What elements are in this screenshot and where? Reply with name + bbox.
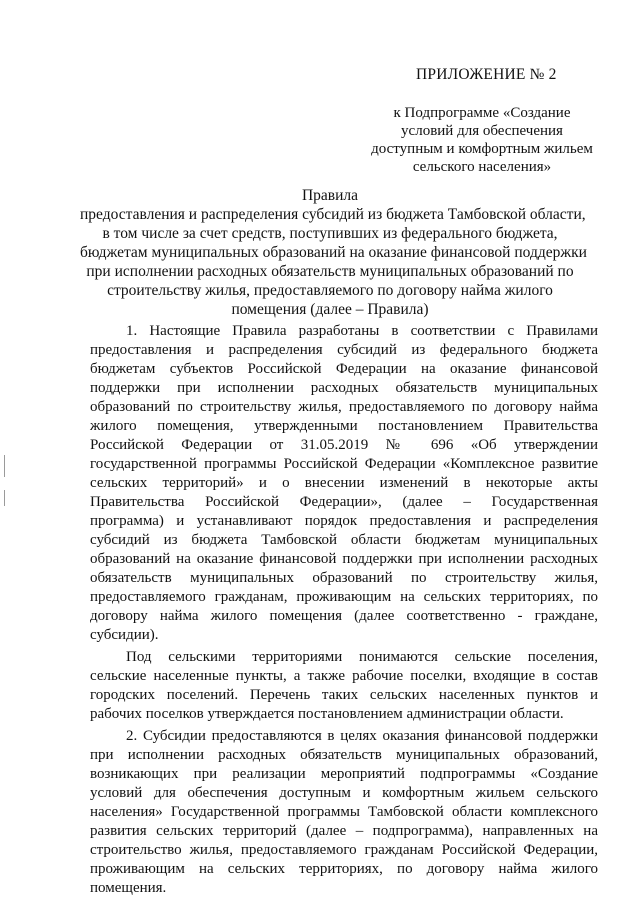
paragraph-line: городских поселений. Перечень таких сельских населенных пунктов и xyxy=(90,687,598,703)
paragraph-line: строительство жилья, предоставляемого гражданам Российской Федерации, xyxy=(90,842,598,858)
title-line: в том числе за счет средств, поступивших из федерального бюджета, xyxy=(102,225,558,242)
margin-scan-mark xyxy=(4,490,5,506)
paragraph-line: предоставляемого гражданам, проживающим на сельских территориях, по xyxy=(90,589,598,605)
appendix-subtitle xyxy=(362,104,602,176)
paragraph-line: Под сельскими территориями понимаются сельские поселения, xyxy=(126,649,598,665)
paragraph-line: сельских территорий» и о внесении изменений в некоторые акты xyxy=(90,475,598,491)
paragraph-line: при исполнении расходных обязательств муниципальных образований, xyxy=(90,747,598,763)
paragraph-line: проживающим на сельских территориях, по договору найма жилого xyxy=(90,861,598,877)
paragraph-line: предоставления и распределения субсидий из федерального бюджета xyxy=(90,342,598,358)
paragraph-line: Правительства Российской Федерации», (далее – Государственная xyxy=(90,494,598,510)
title-line: строительству жилья, предоставляемого по договору найма жилого xyxy=(107,282,553,299)
paragraph-line: субсидии). xyxy=(90,627,159,643)
paragraph xyxy=(90,322,598,645)
document-body xyxy=(90,322,598,898)
subtitle-line: к Подпрограмме «Создание xyxy=(393,105,571,121)
paragraph-line: поддержки при исполнении расходных обязательств муниципальных xyxy=(90,380,598,396)
paragraph-line: жилого помещения, утвержденными постановлением Правительства xyxy=(90,418,598,434)
paragraph-line: бюджетам субъектов Российской Федерации на оказание финансовой xyxy=(90,361,598,377)
paragraph-line: образований на оказание финансовой поддержки при исполнении расходных xyxy=(90,551,598,567)
subtitle-line: доступным и комфортным жильем xyxy=(371,141,593,157)
paragraph-line: обязательств муниципальных образований по строительству жилья, xyxy=(90,570,598,586)
paragraph-line: 2. Субсидии предоставляются в целях оказания финансовой поддержки xyxy=(126,728,598,744)
rules-title xyxy=(80,186,587,319)
appendix-label: ПРИЛОЖЕНИЕ № 2 xyxy=(416,66,557,83)
paragraph-line: Российской Федерации от 31.05.2019 № 696 «Об утверждении xyxy=(90,437,598,453)
paragraph-container xyxy=(90,322,598,898)
title-line: при исполнении расходных обязательств муниципальных образований по xyxy=(86,263,574,280)
paragraph-line: рабочих поселков утверждается постановлением администрации области. xyxy=(90,706,564,722)
paragraph-line: программа) и устанавливают порядок предоставления и распределения xyxy=(90,513,598,529)
paragraph xyxy=(90,727,598,898)
paragraph-line: возникающих при реализации мероприятий подпрограммы «Создание xyxy=(90,766,598,782)
title-line: помещения (далее – Правила) xyxy=(231,301,429,318)
paragraph-line: помещения. xyxy=(90,880,167,896)
paragraph xyxy=(90,648,598,724)
paragraph-line: договору найма жилого помещения (далее соответственно - граждане, xyxy=(90,608,598,624)
subtitle-line: условий для обеспечения xyxy=(401,123,563,139)
paragraph-line: развития сельских территорий (далее – подпрограмма), направленных на xyxy=(90,823,598,839)
title-line: предоставления и распределения субсидий из бюджета Тамбовской области, xyxy=(80,206,586,223)
paragraph-line: образований по строительству жилья, предоставляемого по договору найма xyxy=(90,399,598,415)
subtitle-line: сельского населения» xyxy=(412,159,552,175)
title-line: Правила xyxy=(301,187,359,204)
paragraph-line: 1. Настоящие Правила разработаны в соответствии с Правилами xyxy=(126,323,598,339)
paragraph-line: населения» Государственной программы Тамбовской области комплексного xyxy=(90,804,598,820)
paragraph-line: сельские населенные пункты, а также рабочие поселки, входящие в состав xyxy=(90,668,598,684)
margin-scan-mark xyxy=(4,455,5,477)
paragraph-line: условий для обеспечения доступным и комфортным жильем сельского xyxy=(90,785,598,801)
paragraph-line: государственной программы Российской Федерации «Комплексное развитие xyxy=(90,456,598,472)
paragraph-line: субсидий из бюджета Тамбовской области бюджетам муниципальных xyxy=(90,532,598,548)
title-line: бюджетам муниципальных образований на оказание финансовой поддержки xyxy=(80,244,587,261)
